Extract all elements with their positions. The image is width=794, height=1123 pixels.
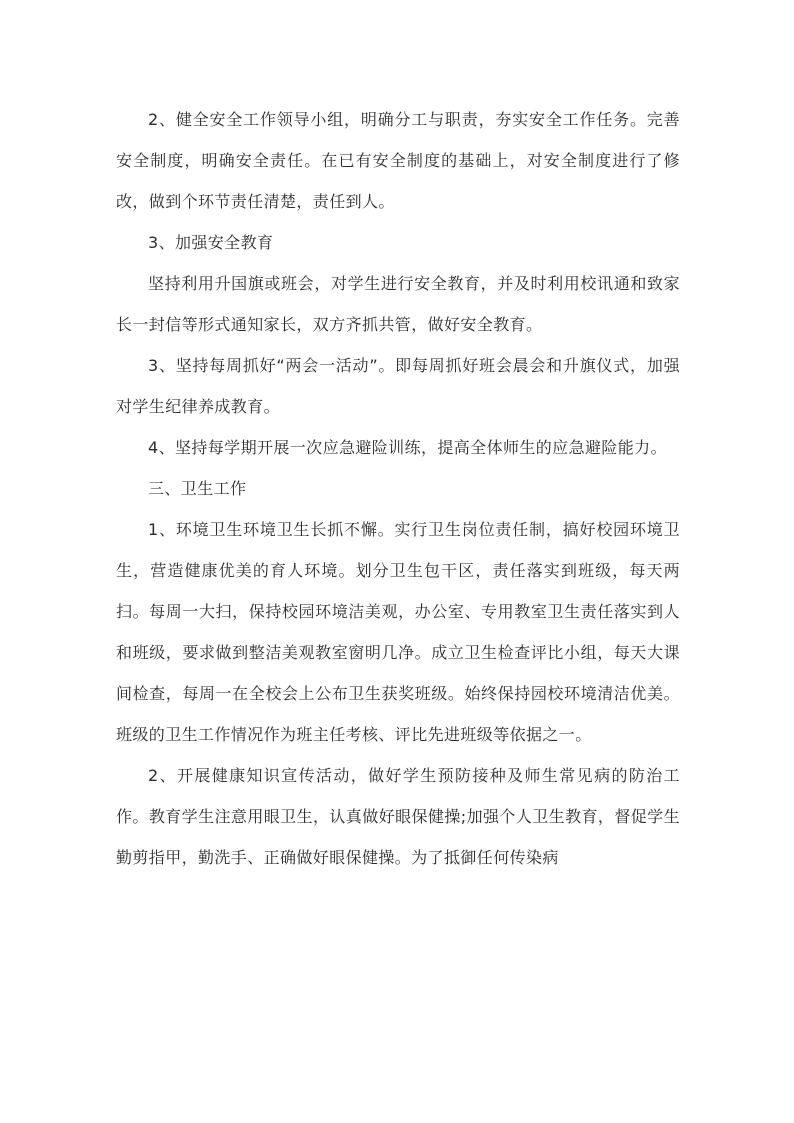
paragraph-safety-education: 坚持利用升国旗或班会，对学生进行安全教育，并及时利用校讯通和致家长一封信等形式通知家长，双方齐抓共管，做好安全教育。: [116, 274, 680, 334]
paragraph-environment-hygiene: 1、环境卫生环境卫生长抓不懈。实行卫生岗位责任制，搞好校园环境卫生，营造健康优美的育人环境。划分卫生包干区，责任落实到班级，每天两扫。每周一大扫，保持校园环境洁美观，办公室、专用教室卫生责任落实到人和班级，要求做到整洁美观教室窗明几净。成立卫生检查评比小组，每天大课间检查，每周一在全校会上公布卫生获奖班级。始终保持园校环境清洁优美。班级的卫生工作情况作为班主任考核、评比先进班级等依据之一。: [116, 520, 680, 744]
document-body: [116, 99, 680, 878]
paragraph-emergency-drill: 4、坚持每学期开展一次应急避险训练，提高全体师生的应急避险能力。: [148, 438, 667, 457]
heading-safety-education: 3、加强安全教育: [148, 233, 274, 252]
paragraph-safety-group: 2、健全安全工作领导小组，明确分工与职责，夯实安全工作任务。完善安全制度，明确安全责任。在已有安全制度的基础上，对安全制度进行了修改，做到个环节责任清楚，责任到人。: [116, 110, 680, 211]
paragraph-health-knowledge: 2、开展健康知识宣传活动，做好学生预防接种及师生常见病的防治工作。教育学生注意用眼卫生，认真做好眼保健操;加强个人卫生教育，督促学生勤剪指甲，勤洗手、正确做好眼保健操。为了抵御任何传染病: [116, 766, 680, 867]
section-heading-hygiene: 三、卫生工作: [148, 479, 247, 498]
paragraph-weekly-activity: 3、坚持每周抓好“两会一活动”。即每周抓好班会晨会和升旗仪式，加强对学生纪律养成教育。: [116, 356, 680, 416]
